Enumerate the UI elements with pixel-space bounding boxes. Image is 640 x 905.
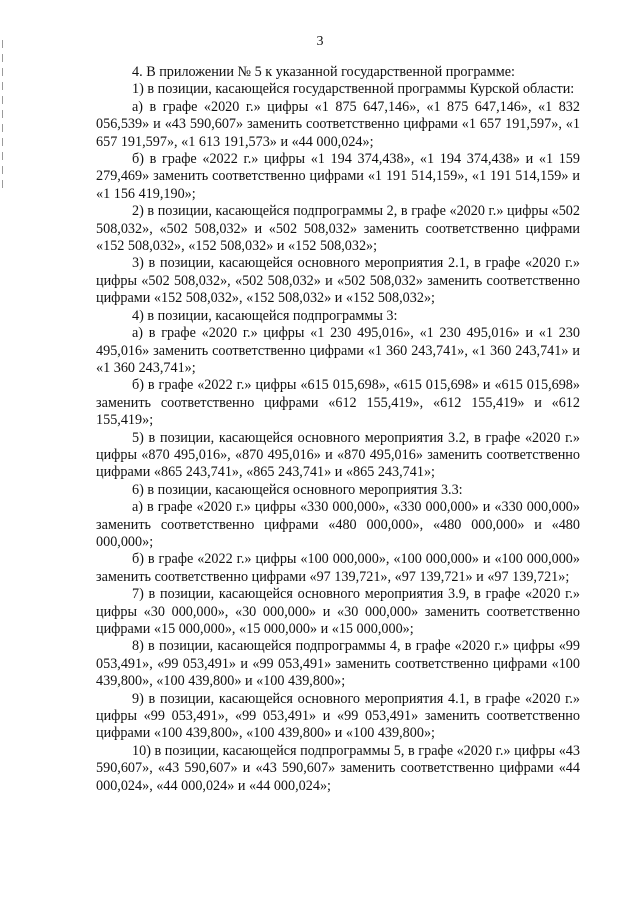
paragraph-item-6a: а) в графе «2020 г.» цифры «330 000,000», «330 000,000» и «330 000,000» заменить соответственно цифрами «480 000,000», «480 000,000» и «480 000,000»; (96, 499, 580, 550)
paragraph-item-1b: б) в графе «2022 г.» цифры «1 194 374,438», «1 194 374,438» и «1 159 279,469» заменить соответственно цифрами «1 191 514,159», «1 191 514,159» и «1 156 419,190»; (96, 151, 580, 202)
paragraph-item-5: 5) в позиции, касающейся основного мероприятия 3.2, в графе «2020 г.» цифры «870 495,016», «870 495,016» и «870 495,016» заменить соответственно цифрами «865 243,741», «865 243,741» и «865 243,741»; (96, 429, 580, 481)
margin-mark (2, 138, 3, 146)
paragraph-item-6b: б) в графе «2022 г.» цифры «100 000,000», «100 000,000» и «100 000,000» заменить соответственно цифрами «97 139,721», «97 139,721» и «97 139,721»; (96, 551, 580, 585)
paragraph-item-2: 2) в позиции, касающейся подпрограммы 2, в графе «2020 г.» цифры «502 508,032», «502 508,032» и «502 508,032» заменить соответственно цифрами «152 508,032», «152 508,032» и «152 508,032»; (96, 203, 580, 255)
paragraph-item-8: 8) в позиции, касающейся подпрограммы 4, в графе «2020 г.» цифры «99 053,491», «99 053,491» и «99 053,491» заменить соответственно цифрами «100 439,800», «100 439,800» и «100 439,800»; (96, 638, 580, 690)
paragraph-item-10: 10) в позиции, касающейся подпрограммы 5, в графе «2020 г.» цифры «43 590,607», «43 590,607» и «43 590,607» заменить соответственно цифрами «44 000,024», «44 000,024» и «44 000,024»; (96, 742, 580, 794)
scan-margin-marks (2, 40, 4, 200)
margin-mark (2, 110, 3, 118)
paragraph-item-4b: б) в графе «2022 г.» цифры «615 015,698», «615 015,698» и «615 015,698» заменить соответственно цифрами «612 155,419», «612 155,419» и «612 155,419»; (96, 377, 580, 429)
paragraph-item-1a: а) в графе «2020 г.» цифры «1 875 647,146», «1 875 647,146», «1 832 056,539» и «43 590,607» заменить соответственно цифрами «1 657 191,597», «1 657 191,597», «1 613 191,573» и «44 000,024»; (96, 98, 580, 150)
margin-mark (2, 82, 3, 90)
paragraph-section-4: 4. В приложении № 5 к указанной государственной программе: (132, 64, 515, 80)
paragraph-item-6: 6) в позиции, касающейся основного мероприятия 3.3: (132, 481, 463, 498)
paragraph-item-9: 9) в позиции, касающейся основного мероприятия 4.1, в графе «2020 г.» цифры «99 053,491», «99 053,491» и «99 053,491» заменить соответственно цифрами «100 439,800», «100 439,800» и «100 439,800»; (96, 690, 580, 742)
margin-mark (2, 124, 3, 132)
paragraph-item-1: 1) в позиции, касающейся государственной программы Курской области: (132, 81, 575, 98)
paragraph-item-3: 3) в позиции, касающейся основного мероприятия 2.1, в графе «2020 г.» цифры «502 508,032», «502 508,032» и «502 508,032» заменить соответственно цифрами «152 508,032», «152 508,032» и «152 508,032»; (96, 255, 580, 307)
page-number: 3 (316, 34, 324, 49)
margin-mark (2, 68, 3, 76)
document-body (96, 64, 580, 795)
margin-mark (2, 54, 3, 62)
paragraph-item-4: 4) в позиции, касающейся подпрограммы 3: (132, 307, 398, 324)
margin-mark (2, 96, 3, 104)
margin-mark (2, 152, 3, 160)
margin-mark (2, 166, 3, 174)
paragraph-item-4a: а) в графе «2020 г.» цифры «1 230 495,016», «1 230 495,016» и «1 230 495,016» заменить соответственно цифрами «1 360 243,741», «1 360 243,741» и «1 360 243,741»; (96, 325, 580, 376)
margin-mark (2, 180, 3, 188)
paragraph-item-7: 7) в позиции, касающейся основного мероприятия 3.9, в графе «2020 г.» цифры «30 000,000», «30 000,000» и «30 000,000» заменить соответственно цифрами «15 000,000», «15 000,000» и «15 000,000»; (96, 586, 580, 637)
